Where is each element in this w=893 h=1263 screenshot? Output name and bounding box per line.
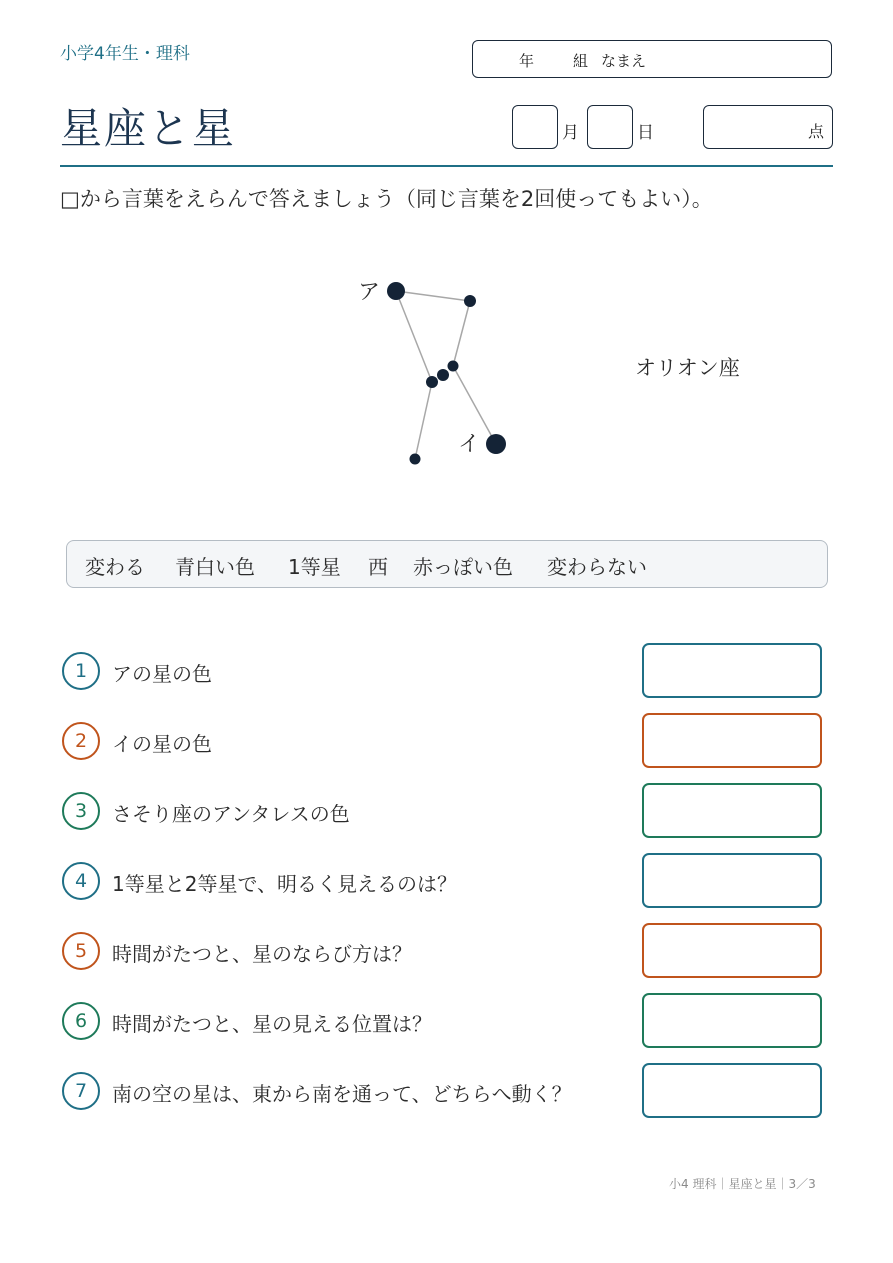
star-i [486,434,506,454]
word-bank-item: 変わらない [547,555,647,579]
header-divider [60,165,833,167]
day-label: 日 [637,123,654,143]
word-bank [66,540,828,588]
class-label: 組 [573,52,589,70]
question-row [62,652,832,692]
belt-star-right [448,361,459,372]
answer-box[interactable] [642,923,822,978]
question-number: 4 [62,862,100,900]
star-a [387,282,405,300]
question-number: 2 [62,722,100,760]
answer-box[interactable] [642,1063,822,1118]
star-label-i: イ [458,432,481,457]
name-field[interactable] [472,40,832,78]
star-bottom-left [410,454,421,465]
question-number: 5 [62,932,100,970]
word-bank-item: 赤っぽい色 [413,555,513,579]
question-number: 1 [62,652,100,690]
day-input[interactable] [587,105,633,149]
question-row [62,932,832,972]
question-text: 1等星と2等星で、明るく見えるのは？ [112,872,458,896]
star-label-a: ア [358,280,381,305]
question-text: さそり座のアンタレスの色 [112,802,350,826]
question-text: 南の空の星は、東から南を通って、どちらへ動く？ [112,1082,572,1106]
month-label: 月 [562,123,579,143]
question-text: 時間がたつと、星のならび方は？ [112,942,412,966]
grade-subject: 小学4年生・理科 [60,44,190,64]
star-top-right [464,295,476,307]
question-row [62,792,832,832]
question-text: イの星の色 [112,732,212,756]
orion-diagram [300,260,540,475]
belt-star-left [426,376,438,388]
word-bank-item: 西 [368,555,388,579]
answer-box[interactable] [642,853,822,908]
month-input[interactable] [512,105,558,149]
constellation-name: オリオン座 [635,356,740,380]
word-bank-item: 青白い色 [175,555,255,579]
question-number: 6 [62,1002,100,1040]
belt-star-middle [437,369,449,381]
question-row [62,1072,832,1112]
question-number: 3 [62,792,100,830]
question-text: 時間がたつと、星の見える位置は？ [112,1012,432,1036]
answer-box[interactable] [642,643,822,698]
year-label: 年 [519,52,535,70]
question-text: アの星の色 [112,662,212,686]
page-footer: 小4 理科｜星座と星｜3／3 [669,1177,816,1191]
answer-box[interactable] [642,713,822,768]
answer-box[interactable] [642,993,822,1048]
question-number: 7 [62,1072,100,1110]
score-box[interactable] [703,105,833,149]
word-bank-item: 変わる [85,555,145,579]
name-label: なまえ [601,52,647,70]
score-label: 点 [807,122,824,141]
question-row [62,722,832,762]
answer-box[interactable] [642,783,822,838]
question-row [62,1002,832,1042]
instructions: □から言葉をえらんで答えましょう（同じ言葉を2回使ってもよい）。 [60,187,713,211]
page-title: 星座と星 [60,104,237,153]
word-bank-item: 1等星 [288,555,341,579]
question-row [62,862,832,902]
